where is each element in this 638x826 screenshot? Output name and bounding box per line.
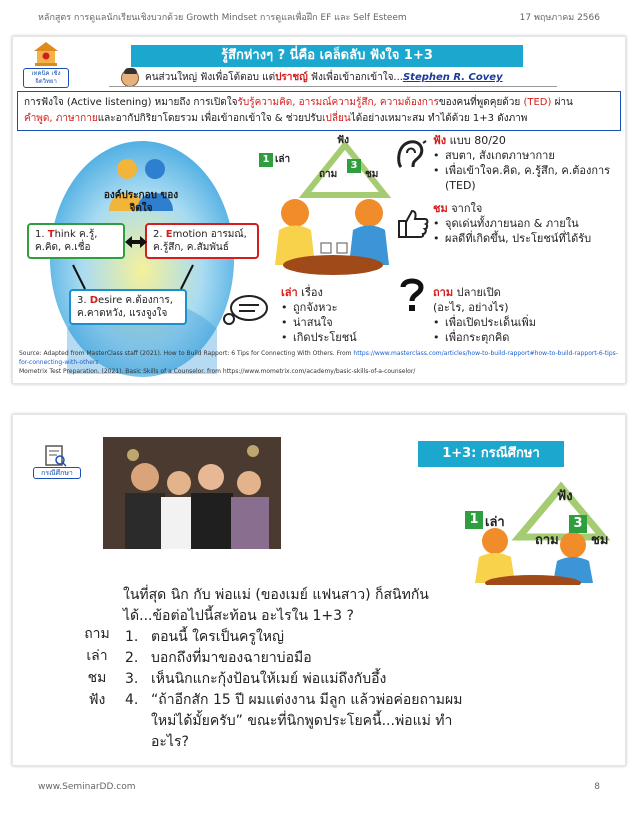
triangle-number-1: 1 [259,153,273,167]
slide-active-listening [12,36,626,384]
arrow-down-left-icon [71,263,87,291]
emotion-line2: ค.รู้สึก, ค.สัมพันธ์ [153,242,229,253]
arrow-down-right-icon [179,263,195,291]
triangle-listen-label: ฟัง [557,489,573,504]
question-text: บอกถึงที่มาของฉายาบ่อมือ [151,650,312,666]
ask-title: ถาม [433,286,454,299]
def-text-e: ผ่าน [551,97,573,108]
document-search-icon [42,445,68,467]
tell-item: • น่าสนใจ [281,315,391,330]
question-number: 2. [125,650,139,666]
ask-block [433,285,609,345]
left-labels [79,623,115,711]
tell-item: • เกิดประโยชน์ [281,330,391,345]
def-text-c: ของคนที่พูดคุยด้วย [438,97,524,108]
slide-title: รู้สึกห่างๆ ? นี่คือ เคล็ดลับ ฟังใจ 1+3 [131,45,523,67]
page-header [38,10,600,24]
thumbs-up-icon [397,207,429,239]
quote-highlight: ปราชญ์ [275,72,308,83]
triangle-tell-label: เล่า [275,154,291,165]
triangle-number-3: 3 [569,515,587,533]
case-question [123,669,463,690]
emotion-rest: motion อารมณ์, [172,229,247,240]
source-text-b: Mometrix Test Preparation. (2021). Basic Skills of a Counselor. from https://www.mometrix.com/academy/basic-skills-of-a-counselor/ [19,368,416,375]
desire-num: 3. [77,295,90,306]
think-cap: T [47,229,55,240]
praise-title-rest: จากใจ [447,202,483,215]
question-text: ตอนนี้ ใครเป็นครูใหญ่ [151,629,284,645]
question-text: เห็นนิกแกะกุ้งป้อนให้เมย์ พ่อแม่ถึงกับอึ้ง [151,671,387,687]
quote-author: Stephen R. Covey [402,72,503,83]
tell-block [281,285,391,345]
quote-pre: คนส่วนใหญ่ ฟังเพื่อโต้ตอบ แต่ [145,72,276,83]
page-footer [38,782,600,796]
def-text-i: ได้อย่างเหมาะสม ทำได้ด้วย 1+3 ดังภาพ [350,113,528,124]
desire-cap: D [89,295,99,306]
praise-block [433,201,609,246]
slide-title: 1+3: กรณีศึกษา [418,441,564,467]
left-label: ชม [87,670,107,686]
question-number: 1. [125,629,139,645]
source-link[interactable]: https://www.masterclass.com/articles/how-to-build-rapport#how-to-build-rapport-6-tips-for-connecting-with-others [19,350,618,366]
listen-title-rest: แบบ 80/20 [446,134,506,147]
def-highlight-words: คำพูด, ภาษากาย [24,113,98,124]
case-question [123,627,463,648]
emotion-num: 2. [153,229,166,240]
temple-icon [33,41,59,67]
source-text-a: Source: Adapted from MasterClass staff (2021). How to Build Rapport: 6 Tips for Connecting With Others. From [19,350,354,357]
logo-tag: เทคนิค เชิงจิตวิทยา [23,68,69,88]
praise-item: • ผลดีที่เกิดขึ้น, ประโยชน์ที่ได้รับ [433,231,609,246]
ask-sub: (อะไร, อย่างไร) [433,301,509,314]
mind-components-illustration [47,139,237,379]
question-number: 3. [125,671,139,687]
case-study-tag-label: กรณีศึกษา [33,467,81,479]
triangle-number-3: 3 [347,159,361,173]
footer-website[interactable]: www.SeminarDD.com [38,782,136,792]
covey-quote [109,69,557,87]
definition-box [17,91,621,131]
left-label: ฟัง [88,692,106,708]
case-intro: ในที่สุด นิก กับ พ่อแม่ (ของเมย์ แฟนสาว) ก็สนิทกันได้...ข้อต่อไปนี้สะท้อน อะไรใน 1+3 ? [123,587,429,624]
listen-title: ฟัง [433,134,447,147]
triangle-listen-label: ฟัง [337,135,349,146]
question-number: 4. [125,692,139,708]
ear-icon [393,137,427,173]
praise-item: • จุดเด่นทั้งภายนอก & ภายใน [433,216,609,231]
listen-item: • สบตา, สังเกตภาษากาย [433,148,623,163]
desire-component [69,289,187,325]
psychology-logo [23,41,69,87]
triangle-praise-label: ชม [591,533,609,548]
praise-title: ชม [433,202,448,215]
emotion-component [145,223,259,259]
triangle-number-1: 1 [465,511,483,529]
tell-title-rest: เรื่อง [297,286,323,299]
tell-item: • ถูกจังหวะ [281,300,391,315]
triangle-tell-label: เล่า [485,515,505,530]
double-arrow-icon [125,235,147,249]
quote-post: ฟังเพื่อเข้าอกเข้าใจ... [307,72,403,83]
triangle-praise-label: ชม [365,169,379,180]
case-question [123,648,463,669]
source-citation [19,349,623,376]
emotion-cap: E [165,229,173,240]
think-line2: ค.คิด, ค.เชื่อ [35,242,91,253]
think-component [27,223,125,259]
triangle-ask-label: ถาม [319,169,338,180]
slide-case-study [12,414,626,766]
question-text: “ถ้าอีกสัก 15 ปี ผมแต่งงาน มีลูก แล้วพ่อค่อยถามผมใหม่ได้มั้ยครับ” ขณะที่นิกพูดประโยคนี้...พ่อแม่ ทำอะไร? [151,692,463,750]
def-text-g: และอากัปกิริยาโดยรวม เพื่อเข้าอกเข้าใจ & ช่วยปรับ [97,113,323,124]
ask-item: • เพื่อเปิดประเด็นเพิ่ม [433,315,609,330]
ask-title-rest: ปลายเปิด [453,286,501,299]
def-highlight-ted: รับรู้ความคิด, อารมณ์ความรู้สึก, ความต้องการ [237,97,439,108]
case-study-text [123,585,463,753]
oval-caption: องค์ประกอบ ของจิตใจ [103,190,179,214]
case-question [123,690,463,753]
think-num: 1. [35,229,48,240]
desire-rest: esire ค.ต้องการ, [98,295,173,306]
page-number: 8 [594,782,600,792]
think-rest: hink ค.รู้, [54,229,98,240]
case-study-photo [103,437,281,549]
listen-block [433,133,623,193]
family-photo-illustration [103,437,281,549]
ask-item: • เพื่อกระตุกคิด [433,330,609,345]
header-date: 17 พฤษภาคม 2566 [519,13,600,23]
header-course-title: หลักสูตร การดูแลนักเรียนเชิงบวกด้วย Growth Mindset การดูแลเพื่อฝึก EF และ Self Esteem [38,13,407,23]
left-label: ถาม [84,626,110,642]
def-text-a: การฟังใจ (Active listening) หมายถึง การเปิดใจ [24,97,238,108]
def-ted: (TED) [523,97,552,108]
tell-title: เล่า [281,286,298,299]
speech-bubble-icon [223,293,269,327]
desire-line2: ค.คาดหวัง, แรงจูงใจ [77,308,168,319]
question-mark-icon [399,277,425,313]
def-highlight-change: เปลี่ยน [322,113,351,124]
triangle-ask-label: ถาม [535,533,559,548]
case-question-list [123,627,463,753]
left-label: เล่า [86,648,108,664]
case-study-tag [33,445,77,481]
listen-item: • เพื่อเข้าใจค.คิด, ค.รู้สึก, ค.ต้องการ (TED) [433,163,623,193]
